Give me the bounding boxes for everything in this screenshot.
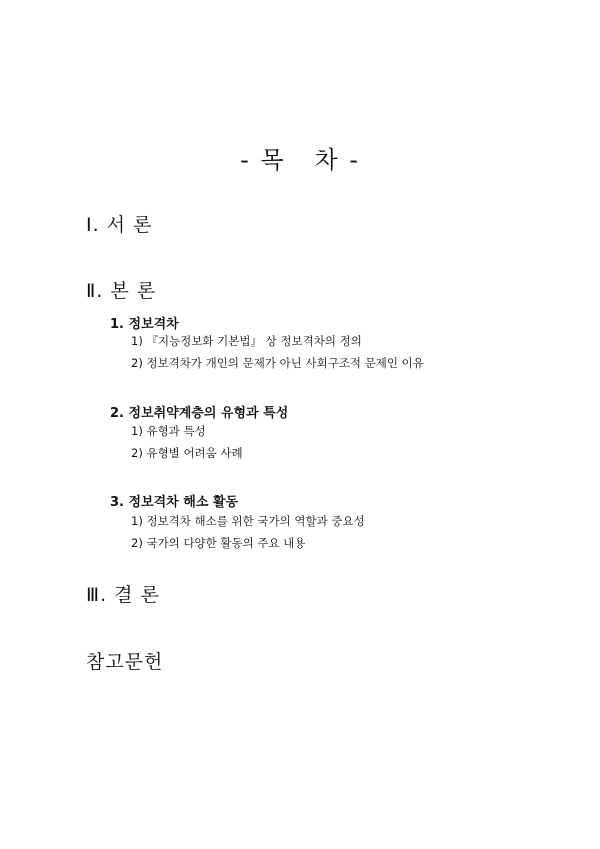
section-3-heading: 3. 정보격차 해소 활동 [110, 495, 239, 510]
part-2-heading: Ⅱ. 본 론 [86, 280, 157, 302]
section-3-item-2: 2) 국가의 다양한 활동의 주요 내용 [131, 536, 306, 550]
section-2-item-1: 1) 유형과 특성 [131, 424, 206, 438]
part-3-heading: Ⅲ. 결 론 [86, 584, 160, 606]
table-of-contents-title: - 목 차 - [240, 146, 360, 174]
section-1-item-1: 1) 『지능정보화 기본법』 상 정보격차의 정의 [131, 334, 362, 348]
section-1-heading: 1. 정보격차 [110, 317, 179, 332]
section-1-item-2: 2) 정보격차가 개인의 문제가 아닌 사회구조적 문제인 이유 [131, 356, 424, 370]
section-2-item-2: 2) 유형별 어려움 사례 [131, 446, 243, 460]
part-1-heading: Ⅰ. 서 론 [86, 214, 153, 236]
section-2-heading: 2. 정보취약계층의 유형과 특성 [110, 406, 289, 421]
references-heading: 참고문헌 [86, 651, 164, 673]
section-3-item-1: 1) 정보격차 해소를 위한 국가의 역할과 중요성 [131, 514, 365, 528]
